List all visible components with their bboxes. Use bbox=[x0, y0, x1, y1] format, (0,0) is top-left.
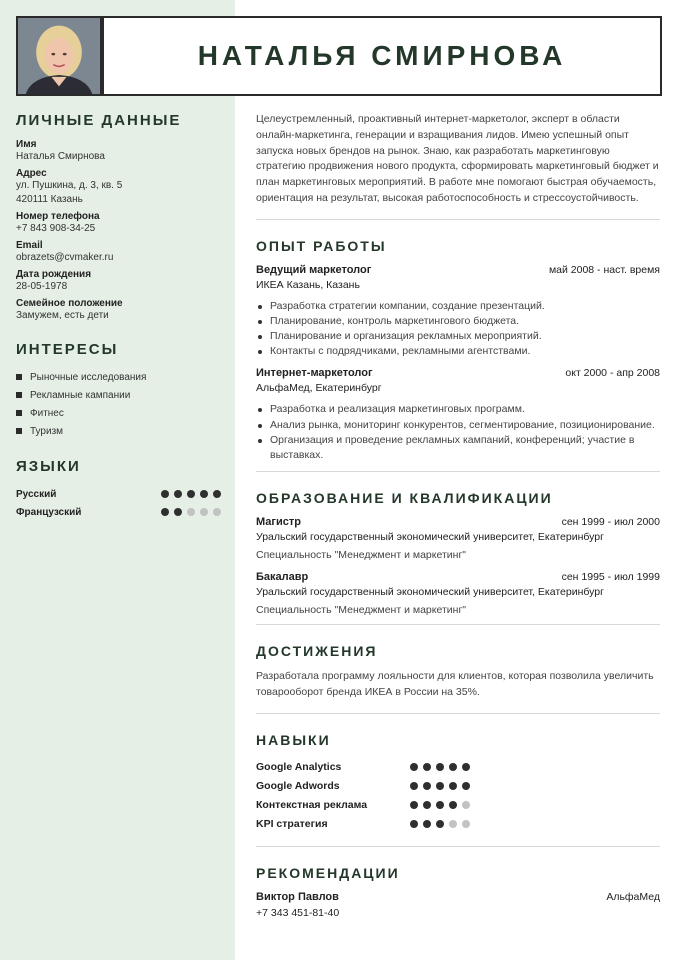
pd-label: Email bbox=[16, 240, 43, 251]
rating-dot-empty bbox=[200, 508, 208, 516]
job-bullet: Разработка стратегии компании, создание презентаций. bbox=[256, 299, 660, 314]
rating-dot-filled bbox=[436, 763, 444, 771]
skill-row bbox=[256, 777, 660, 796]
skill-name: Google Analytics bbox=[256, 761, 342, 774]
rating-dot-empty bbox=[462, 820, 470, 828]
rating-dots bbox=[410, 820, 470, 828]
rating-dots bbox=[410, 782, 470, 790]
rating-dot-empty bbox=[187, 508, 195, 516]
job-bullet: Планирование и организация рекламных мероприятий. bbox=[256, 329, 660, 344]
rating-dot-filled bbox=[213, 490, 221, 498]
pd-value: Замужем, есть дети bbox=[16, 310, 109, 321]
recommender-phone: +7 343 451-81-40 bbox=[256, 906, 340, 919]
languages-title: ЯЗЫКИ bbox=[16, 458, 81, 475]
education-entry bbox=[256, 516, 660, 561]
achievements-section bbox=[256, 643, 660, 714]
rating-dot-filled bbox=[436, 782, 444, 790]
skill-name: KPI стратегия bbox=[256, 818, 328, 831]
rating-dot-filled bbox=[187, 490, 195, 498]
rating-dot-filled bbox=[436, 801, 444, 809]
pd-value: ул. Пушкина, д. 3, кв. 5 bbox=[16, 180, 123, 191]
rating-dot-filled bbox=[462, 782, 470, 790]
rating-dot-filled bbox=[436, 820, 444, 828]
personal-item-name bbox=[16, 139, 221, 164]
rating-dot-filled bbox=[174, 490, 182, 498]
rating-dot-filled bbox=[410, 801, 418, 809]
job-entry bbox=[256, 367, 660, 463]
job-bullets bbox=[256, 299, 660, 360]
interest-item bbox=[16, 404, 221, 422]
interest-item bbox=[16, 422, 221, 440]
rating-dot-filled bbox=[423, 801, 431, 809]
rating-dot-filled bbox=[410, 763, 418, 771]
skill-row bbox=[256, 815, 660, 834]
rating-dots bbox=[161, 508, 221, 516]
language-row bbox=[16, 503, 221, 521]
profile-summary: Целеустремленный, проактивный интернет-маркетолог, эксперт в области онлайн-маркетинга, генерации и взращивания лидов. Имею успешный опыт запуска новых брендов на рынок. Знаю, как разработать маркетинговую стратегию продвижения нового продукта, сформировать маркетинговый бюджет и план маркетинговых мероприятий. В работе мне помогают быстрая обучаемость, ориентация на результат, высокая работоспособность и стрессоустойчивость. bbox=[256, 112, 660, 220]
recommendations-title: РЕКОМЕНДАЦИИ bbox=[256, 864, 400, 881]
job-bullet: Анализ рынка, мониторинг конкурентов, сегментирование, позиционирование. bbox=[256, 418, 660, 433]
skill-row bbox=[256, 796, 660, 815]
job-title: Интернет-маркетолог bbox=[256, 367, 373, 380]
education-spec: Специальность "Менеджмент и маркетинг" bbox=[256, 604, 466, 617]
pd-value: obrazets@cvmaker.ru bbox=[16, 252, 114, 263]
pd-value: 28-05-1978 bbox=[16, 281, 68, 292]
rating-dot-empty bbox=[213, 508, 221, 516]
rating-dot-filled bbox=[174, 508, 182, 516]
rating-dot-filled bbox=[200, 490, 208, 498]
profile-photo bbox=[16, 16, 102, 96]
rating-dot-filled bbox=[161, 490, 169, 498]
pd-label: Адрес bbox=[16, 168, 47, 179]
job-entry bbox=[256, 264, 660, 360]
name-header bbox=[102, 16, 662, 96]
square-bullet-icon bbox=[16, 410, 22, 416]
rating-dot-filled bbox=[449, 782, 457, 790]
personal-item-phone bbox=[16, 211, 221, 236]
rating-dot-filled bbox=[161, 508, 169, 516]
education-spec: Специальность "Менеджмент и маркетинг" bbox=[256, 549, 466, 562]
interest-label: Рыночные исследования bbox=[30, 371, 147, 383]
degree: Бакалавр bbox=[256, 571, 309, 584]
experience-section bbox=[256, 238, 660, 473]
portrait-image bbox=[18, 18, 100, 94]
interest-item bbox=[16, 368, 221, 386]
job-bullet: Контакты с подрядчиками, рекламными агентствами. bbox=[256, 344, 660, 359]
skills-title: НАВЫКИ bbox=[256, 731, 331, 748]
main-content bbox=[256, 112, 660, 919]
language-name: Русский bbox=[16, 488, 57, 500]
rating-dot-filled bbox=[462, 763, 470, 771]
job-date: май 2008 - наст. время bbox=[548, 263, 660, 276]
recommender-org: АльфаМед bbox=[606, 890, 660, 903]
personal-item-address bbox=[16, 168, 221, 207]
education-org: Уральский государственный экономический университет, Екатеринбург bbox=[256, 531, 604, 544]
personal-data-title: ЛИЧНЫЕ ДАННЫЕ bbox=[16, 112, 182, 129]
achievements-title: ДОСТИЖЕНИЯ bbox=[256, 643, 378, 660]
job-org: ИКЕА Казань, Казань bbox=[256, 278, 360, 291]
job-date: окт 2000 - апр 2008 bbox=[565, 367, 660, 380]
interests-list bbox=[16, 368, 221, 440]
job-bullet: Разработка и реализация маркетинговых программ. bbox=[256, 402, 660, 417]
personal-item-email bbox=[16, 240, 221, 265]
square-bullet-icon bbox=[16, 392, 22, 398]
rating-dots bbox=[161, 490, 221, 498]
rating-dot-empty bbox=[449, 820, 457, 828]
personal-item-marital bbox=[16, 298, 221, 323]
pd-value: +7 843 908-34-25 bbox=[16, 223, 96, 234]
recommender-name: Виктор Павлов bbox=[256, 890, 339, 903]
education-date: сен 1995 - июл 1999 bbox=[561, 571, 660, 584]
rating-dots bbox=[410, 763, 470, 771]
pd-label: Семейное положение bbox=[16, 298, 123, 309]
rating-dot-filled bbox=[449, 801, 457, 809]
job-bullets bbox=[256, 402, 660, 463]
rating-dot-filled bbox=[449, 763, 457, 771]
education-org: Уральский государственный экономический университет, Екатеринбург bbox=[256, 586, 604, 599]
pd-label: Дата рождения bbox=[16, 269, 92, 280]
personal-item-birthdate bbox=[16, 269, 221, 294]
rating-dot-filled bbox=[423, 820, 431, 828]
job-bullet: Организация и проведение рекламных кампаний, конференций; участие в выставках. bbox=[256, 433, 660, 463]
education-entry bbox=[256, 571, 660, 616]
recommendations-section bbox=[256, 865, 660, 919]
language-row bbox=[16, 485, 221, 503]
interest-label: Рекламные кампании bbox=[30, 389, 131, 401]
education-section bbox=[256, 490, 660, 625]
pd-value: Наталья Смирнова bbox=[16, 151, 105, 162]
degree: Магистр bbox=[256, 516, 301, 529]
pd-label: Имя bbox=[16, 139, 37, 150]
language-name: Французский bbox=[16, 506, 82, 518]
rating-dot-filled bbox=[423, 763, 431, 771]
rating-dot-filled bbox=[410, 820, 418, 828]
pd-label: Номер телефона bbox=[16, 211, 100, 222]
job-org: АльфаМед, Екатеринбург bbox=[256, 382, 382, 395]
skill-row bbox=[256, 758, 660, 777]
interests-title: ИНТЕРЕСЫ bbox=[16, 341, 119, 358]
skills-section bbox=[256, 732, 660, 847]
sidebar-content bbox=[16, 112, 221, 521]
rating-dots bbox=[410, 801, 470, 809]
rating-dot-filled bbox=[410, 782, 418, 790]
skill-name: Контекстная реклама bbox=[256, 799, 368, 812]
education-date: сен 1999 - июл 2000 bbox=[561, 516, 660, 529]
education-title: ОБРАЗОВАНИЕ И КВАЛИФИКАЦИИ bbox=[256, 490, 553, 507]
rating-dot-filled bbox=[423, 782, 431, 790]
job-title: Ведущий маркетолог bbox=[256, 263, 372, 276]
achievements-text: Разработала программу лояльности для клиентов, которая позволила увеличить товарооборот бренда ИКЕА в России на 35%. bbox=[256, 670, 654, 698]
square-bullet-icon bbox=[16, 428, 22, 434]
interest-label: Фитнес bbox=[30, 407, 64, 419]
pd-value-postal: 420111 Казань bbox=[16, 194, 83, 205]
job-bullet: Планирование, контроль маркетингового бюджета. bbox=[256, 314, 660, 329]
square-bullet-icon bbox=[16, 374, 22, 380]
skill-name: Google Adwords bbox=[256, 780, 340, 793]
interest-label: Туризм bbox=[30, 425, 64, 437]
full-name: НАТАЛЬЯ СМИРНОВА bbox=[197, 40, 567, 71]
experience-title: ОПЫТ РАБОТЫ bbox=[256, 237, 387, 254]
rating-dot-empty bbox=[462, 801, 470, 809]
interest-item bbox=[16, 386, 221, 404]
